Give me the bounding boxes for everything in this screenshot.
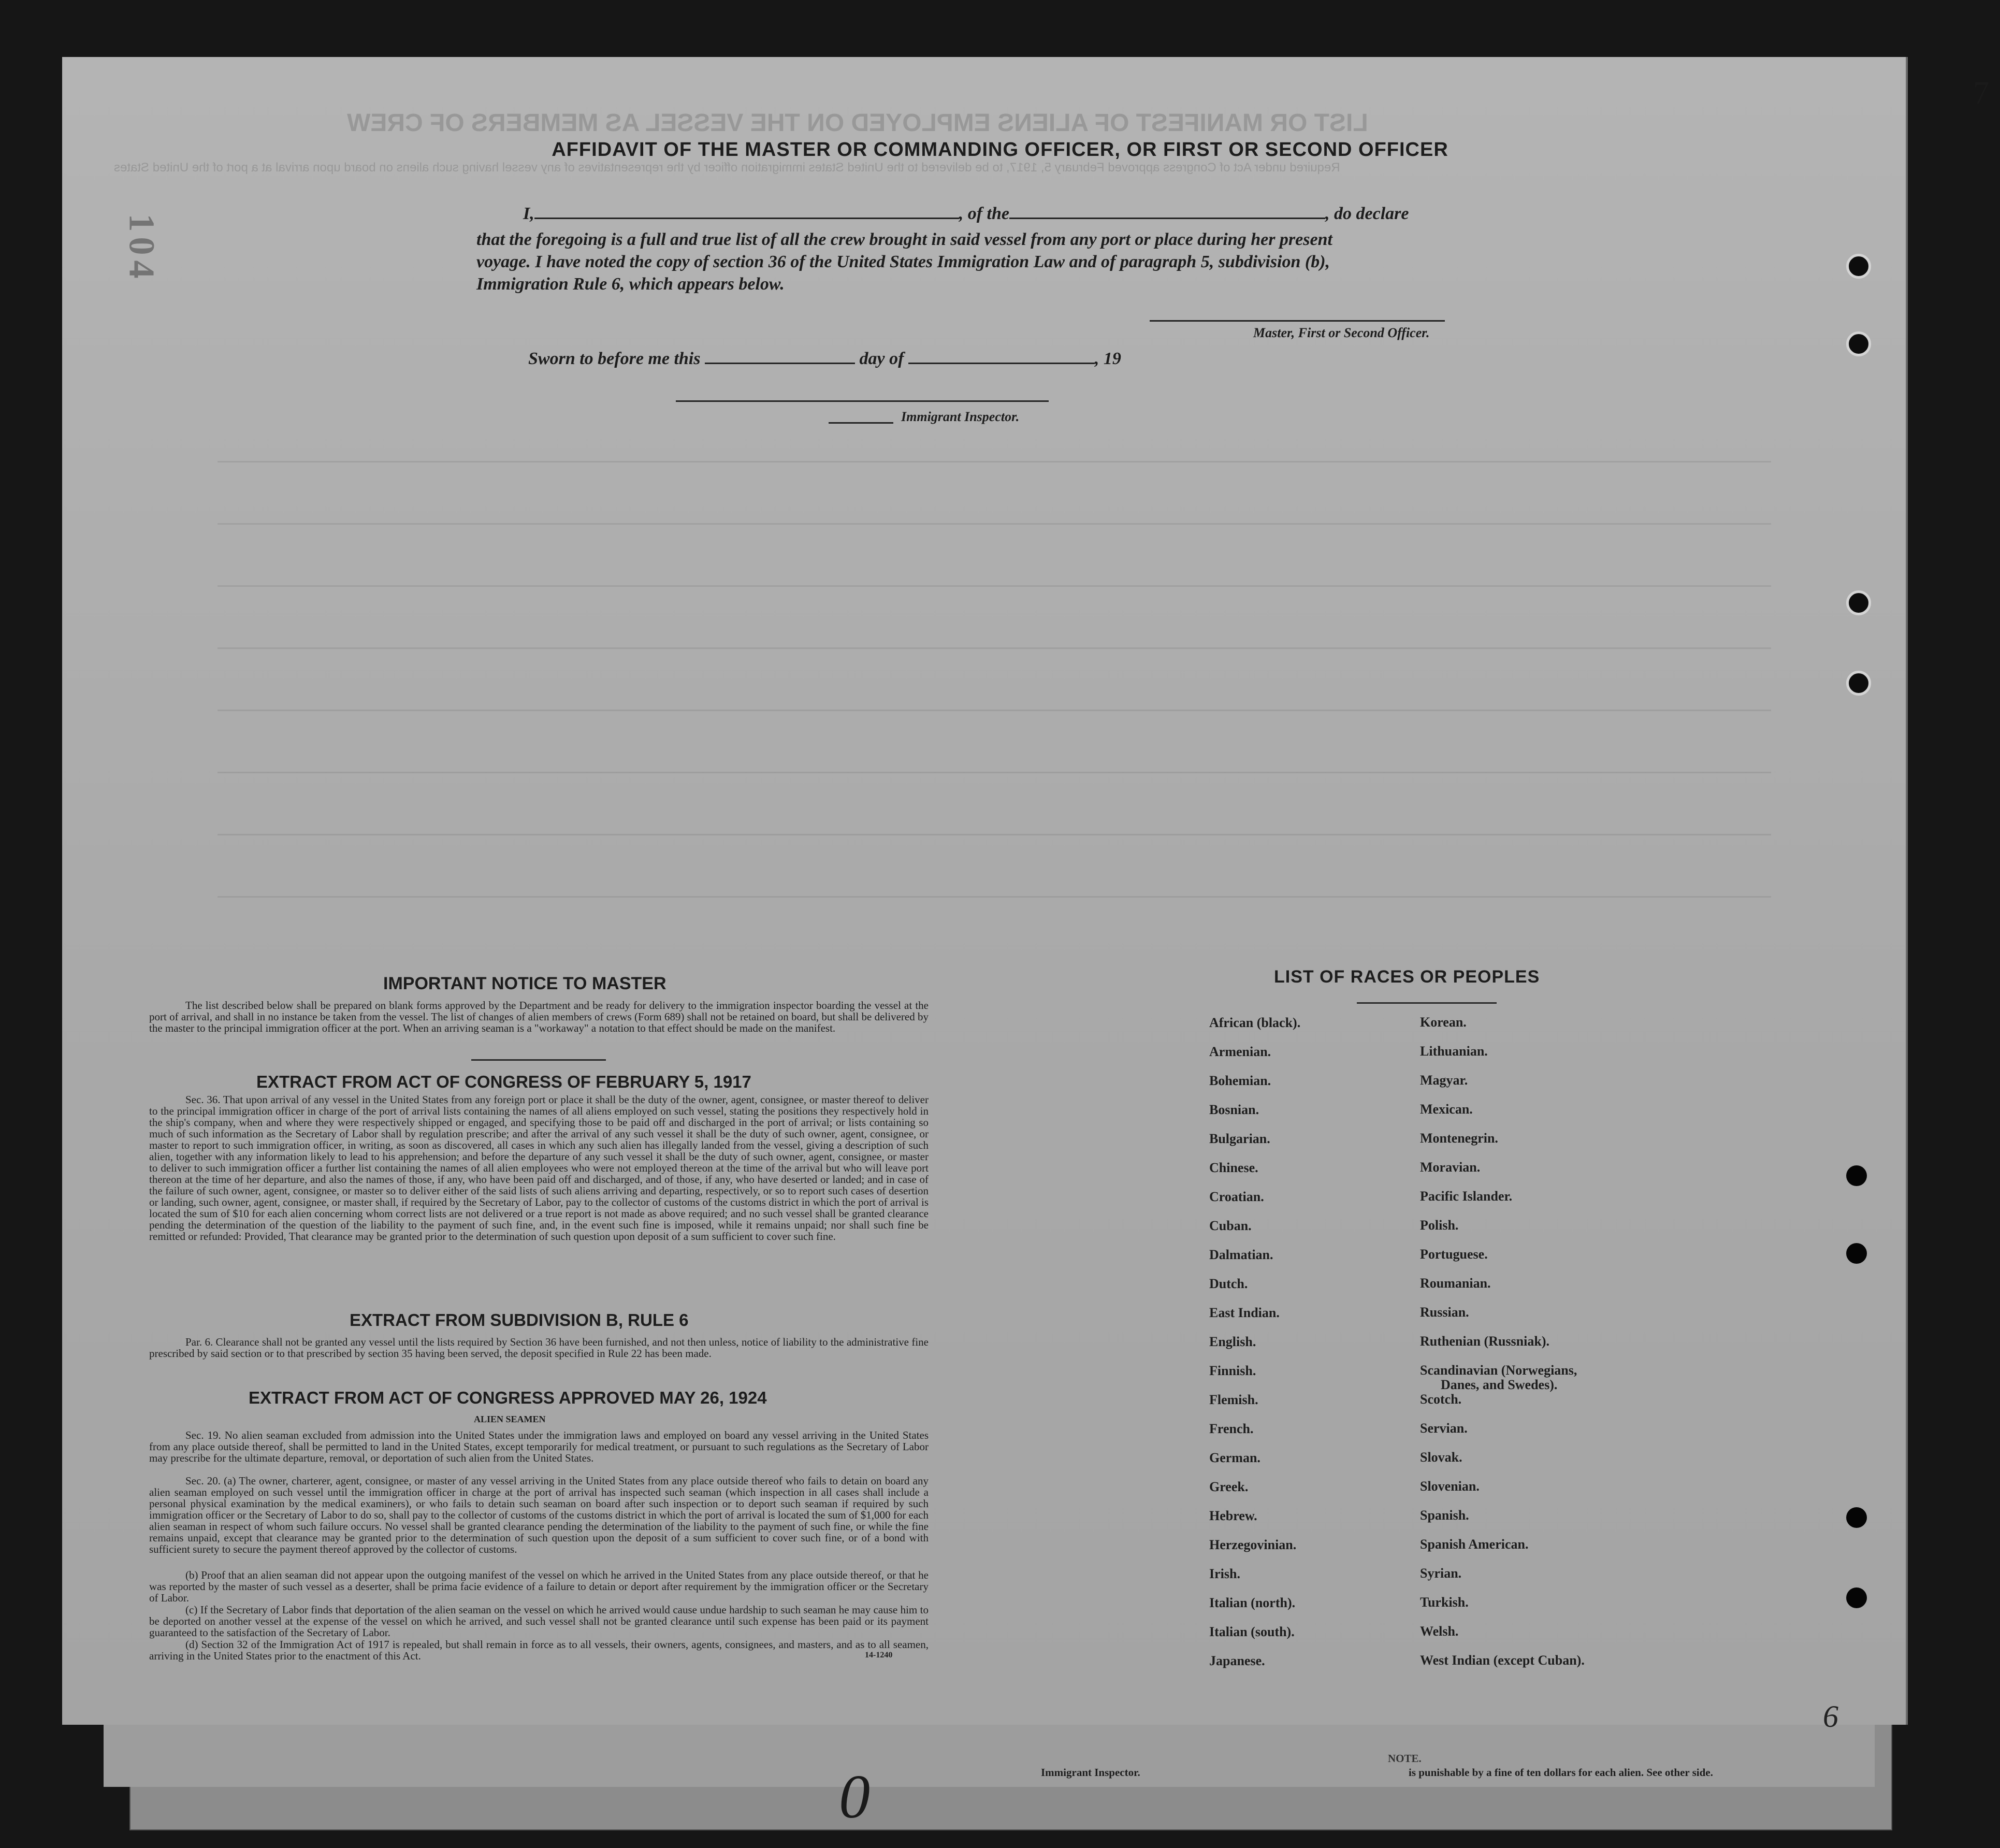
race-item: Bosnian. xyxy=(1209,1102,1259,1117)
master-signature-line xyxy=(1150,320,1445,322)
race-item: Magyar. xyxy=(1420,1073,1468,1088)
race-item: Mexican. xyxy=(1420,1102,1473,1117)
notice-title: IMPORTANT NOTICE TO MASTER xyxy=(383,974,666,993)
sec20a-text: Sec. 20. (a) The owner, charterer, agent, consignee, or master of any vessel arriving in the United States from any place outside thereof who fails to detain on board any alien seaman employed on such vessel until the immigration officer in charge at the port of arrival has inspected such seaman (which inspection in all cases shall include a personal physical examination by the medical examiners), or who fails to detain such seaman on board after such inspection or to deport such seaman if required by such immigration officer or the Secretary of Labor to do so, shall pay to the collector of customs of the customs district in which the port of arrival is located the sum of $1,000 for each alien seaman in respect of whom such failure occurs. No vessel shall be granted clearance pending the determination of the liability to the payment of such fine, or while the fine remains unpaid, except that clearance may be granted prior to the determination of such question upon the deposit of a sum sufficient to cover such fine, or of a bond with sufficient surety to secure the payment thereof approved by the collector of customs. xyxy=(149,1475,929,1555)
races-title: LIST OF RACES OR PEOPLES xyxy=(1274,967,1540,987)
race-item: Chinese. xyxy=(1209,1160,1258,1175)
extract-1917-title: EXTRACT FROM ACT OF CONGRESS OF FEBRUARY 5, 1917 xyxy=(256,1072,751,1091)
divider-rule xyxy=(471,1059,606,1061)
punch-hole-icon xyxy=(1846,1507,1867,1528)
extract-rule6-text: Par. 6. Clearance shall not be granted any vessel until the lists required by Section 36 have been furnished, and not then unless, notice of liability to the administrative fine prescribed by said section or to that prescribed by section 35 having been served, the deposit specified in Rule 22 has been made. xyxy=(149,1336,929,1360)
race-item: Turkish. xyxy=(1420,1595,1469,1610)
race-item: English. xyxy=(1209,1334,1256,1349)
race-item: Polish. xyxy=(1420,1218,1459,1233)
page-number: 104 xyxy=(121,213,162,284)
race-item: Hebrew. xyxy=(1209,1508,1257,1523)
race-item: Finnish. xyxy=(1209,1363,1256,1378)
sec20c-text: (c) If the Secretary of Labor finds that deportation of the alien seaman on the vessel on which he arrived would cause undue hardship to such seaman he may cause him to be deported on another vessel at the expense of the vessel on which he arrived, and such vessel shall not be granted clearance until such expense has been paid or its payment guaranteed to the satisfaction of the Secretary of Labor. xyxy=(149,1604,929,1639)
sworn-line xyxy=(528,344,1538,373)
race-item: Russian. xyxy=(1420,1305,1469,1320)
ghost-row-line xyxy=(218,896,1771,898)
inspector-short-line xyxy=(829,422,893,424)
race-item: Italian (south). xyxy=(1209,1624,1295,1639)
race-item: German. xyxy=(1209,1450,1260,1465)
race-item: East Indian. xyxy=(1209,1305,1280,1320)
race-item: West Indian (except Cuban). xyxy=(1420,1653,1585,1668)
year-text: , 19 xyxy=(1094,349,1121,368)
sworn-text: Sworn to before me this xyxy=(528,349,701,368)
race-item: Servian. xyxy=(1420,1421,1468,1436)
ghost-row-line xyxy=(218,772,1771,773)
race-item: Scandinavian (Norwegians, Danes, and Swedes). xyxy=(1420,1363,1577,1392)
ghost-subtitle: Required under Act of Congress approved February 5, 1917, to be delivered to the United States immigration officer by the representatives of any vessel having such aliens on board upon arrival at a port of the United States xyxy=(114,161,1340,175)
race-item: Italian (north). xyxy=(1209,1595,1296,1610)
ghost-row-line xyxy=(218,710,1771,711)
race-item: Cuban. xyxy=(1209,1218,1252,1233)
footer-penalty-text: is punishable by a fine of ten dollars for each alien. See other side. xyxy=(1409,1766,1713,1779)
notice-text: The list described below shall be prepared on blank forms approved by the Department and be ready for delivery to the immigration inspector boarding the vessel at the port of arrival, and shall in no instance be taken from the vessel. The list of changes of alien members of crews (Form 689) shall not be retained on board, but shall be delivered by the master to the principal immigration officer at the port. When an arriving seaman is a "workaway" a notation to that effect should be made on the manifest. xyxy=(149,999,929,1034)
race-item: Roumanian. xyxy=(1420,1276,1491,1291)
alien-seamen-subtitle: ALIEN SEAMEN xyxy=(474,1414,546,1424)
race-item: Flemish. xyxy=(1209,1392,1258,1407)
form-number: 14-1240 xyxy=(865,1651,893,1659)
race-item: Portuguese. xyxy=(1420,1247,1488,1262)
affidavit-of-the: , of the xyxy=(959,204,1010,223)
race-item: Montenegrin. xyxy=(1420,1131,1498,1146)
punch-hole-icon xyxy=(1846,331,1871,356)
race-item: Scotch. xyxy=(1420,1392,1462,1407)
extract-rule6-title: EXTRACT FROM SUBDIVISION B, RULE 6 xyxy=(350,1310,689,1330)
race-item: Japanese. xyxy=(1209,1653,1265,1668)
name-blank-line xyxy=(534,207,959,219)
race-item: Croatian. xyxy=(1209,1189,1264,1204)
affidavit-do-declare: , do declare xyxy=(1325,204,1409,223)
affidavit-line-3: voyage. I have noted the copy of section 36 of the United States Immigration Law and of paragraph 5, subdivision (b), xyxy=(476,252,1330,271)
ghost-row-line xyxy=(218,647,1771,649)
race-item: Spanish. xyxy=(1420,1508,1469,1523)
affidavit-line-4: Immigration Rule 6, which appears below. xyxy=(476,275,785,294)
day-of-text: day of xyxy=(859,349,904,368)
sworn-day-line xyxy=(705,352,855,364)
races-divider-rule xyxy=(1357,1002,1497,1004)
race-item: Syrian. xyxy=(1420,1566,1462,1581)
corner-handwritten-mark: 7 xyxy=(1973,76,1989,111)
race-item: French. xyxy=(1209,1421,1254,1436)
punch-hole-icon xyxy=(1846,590,1871,615)
vessel-blank-line xyxy=(1009,207,1325,219)
race-item: Moravian. xyxy=(1420,1160,1481,1175)
sec20b-text: (b) Proof that an alien seaman did not appear upon the outgoing manifest of the vessel on which he arrived in the United States from any place outside thereof, or that he was reported by the master of such vessel as a deserter, shall be prima facie evidence of a failure to detain or deport after requirement by the immigration officer or the Secretary of Labor. xyxy=(149,1569,929,1604)
race-item: Slovak. xyxy=(1420,1450,1462,1465)
ghost-row-line xyxy=(218,523,1771,525)
affidavit-i: I, xyxy=(523,204,534,223)
affidavit-title: AFFIDAVIT OF THE MASTER OR COMMANDING OFFICER, OR FIRST OR SECOND OFFICER xyxy=(552,139,1448,161)
ghost-row-line xyxy=(218,461,1771,463)
affidavit-line-1 xyxy=(476,199,1486,228)
inspector-signature-line xyxy=(676,400,1049,402)
extract-1917-text: Sec. 36. That upon arrival of any vessel in the United States from any foreign port or place it shall be the duty of the owner, agent, consignee, or master thereof to deliver to the principal immigration officer in charge of the port of arrival lists containing the names of all aliens employed on such vessel, stating the positions they respectively hold in the ship's company, when and where they were respectively shipped or engaged, and specifying those to be paid off and discharged in the port of arrival; or lists containing so much of such information as the Secretary of Labor shall by regulation prescribe; and after the arrival of any such vessel it shall be the duty of such owner, agent, consignee, or master to report to such immigration officer, in writing, as soon as discovered, all cases in which any such alien has illegally landed from the vessel, giving a description of such alien, together with any information likely to lead to his apprehension; and before the departure of any such vessel it shall be the duty of such owner, agent, consignee, or master to deliver to such immigration officer a further list containing the names of all alien employees who were not employed thereon at the time of the arrival but who will leave port thereon at the time of her departure, and also the names of those, if any, who have been paid off and discharged, and of those, if any, who have deserted or landed; and in case of the failure of such owner, agent, consignee, or master so to deliver either of the said lists of such aliens arriving and departing, respectively, or so to report such cases of desertion or landing, such owner, agent, consignee, or master shall, if required by the Secretary of Labor, pay to the collector of customs of the customs district in which the port of arrival is located the sum of $10 for each alien concerning whom correct lists are not delivered or a true report is not made as above required; and no such vessel shall be granted clearance pending the determination of the question of the liability to the payment of such fine, and, in the event such fine is imposed, while it remains unpaid; nor shall such fine be remitted or refunded: Provided, That clearance may be granted prior to the determination of such question upon deposit of a sum sufficient to cover such fine. xyxy=(149,1093,929,1243)
punch-hole-icon xyxy=(1846,254,1871,279)
race-item: Ruthenian (Russniak). xyxy=(1420,1334,1549,1349)
race-item: Herzegovinian. xyxy=(1209,1537,1297,1552)
punch-hole-icon xyxy=(1846,1243,1867,1264)
race-item: Bohemian. xyxy=(1209,1073,1271,1088)
race-item: Dalmatian. xyxy=(1209,1247,1273,1262)
footer-inspector-label: Immigrant Inspector. xyxy=(1041,1766,1140,1779)
race-item: Welsh. xyxy=(1420,1624,1459,1639)
sec19-text: Sec. 19. No alien seaman excluded from admission into the United States under the immigration laws and employed on board any vessel arriving in the United States from any place outside thereof, shall be permitted to land in the United States, except temporarily for medical treatment, or pursuant to such regulations as the Secretary of Labor may prescribe for the ultimate departure, removal, or deportation of such alien from the United States. xyxy=(149,1429,929,1464)
footer-note: NOTE. xyxy=(1388,1752,1422,1765)
race-item: Armenian. xyxy=(1209,1044,1271,1059)
sec20d-text: (d) Section 32 of the Immigration Act of 1917 is repealed, but shall remain in force as to all vessels, their owners, agents, consignees, and masters, and as to all seamen, arriving in the United States prior to the enactment of this Act. xyxy=(149,1638,929,1662)
punch-hole-icon xyxy=(1846,671,1871,696)
punch-hole-icon xyxy=(1846,1587,1867,1608)
affidavit-line-2: that the foregoing is a full and true list of all the crew brought in said vessel from any port or place during her present xyxy=(476,230,1332,249)
race-item: Bulgarian. xyxy=(1209,1131,1270,1146)
race-item: African (black). xyxy=(1209,1015,1301,1030)
ghost-title: LIST OR MANIFEST OF ALIENS EMPLOYED ON THE VESSEL AS MEMBERS OF CREW xyxy=(347,109,1368,137)
race-item: Spanish American. xyxy=(1420,1537,1529,1552)
race-item: Pacific Islander. xyxy=(1420,1189,1513,1204)
master-signature-label: Master, First or Second Officer. xyxy=(1253,325,1430,340)
race-item: Lithuanian. xyxy=(1420,1044,1488,1059)
ghost-row-line xyxy=(218,585,1771,587)
handwritten-mark-right: 6 xyxy=(1823,1699,1838,1734)
race-item: Korean. xyxy=(1420,1015,1467,1030)
handwritten-mark-bottom: 0 xyxy=(839,1762,870,1831)
punch-hole-icon xyxy=(1846,1165,1867,1186)
ghost-row-line xyxy=(218,834,1771,835)
race-item: Irish. xyxy=(1209,1566,1240,1581)
race-item: Dutch. xyxy=(1209,1276,1248,1291)
sworn-month-line xyxy=(908,352,1095,364)
extract-1924-title: EXTRACT FROM ACT OF CONGRESS APPROVED MAY 26, 1924 xyxy=(249,1388,767,1407)
inspector-signature-label: Immigrant Inspector. xyxy=(901,409,1020,424)
race-item: Slovenian. xyxy=(1420,1479,1480,1494)
race-item: Greek. xyxy=(1209,1479,1249,1494)
